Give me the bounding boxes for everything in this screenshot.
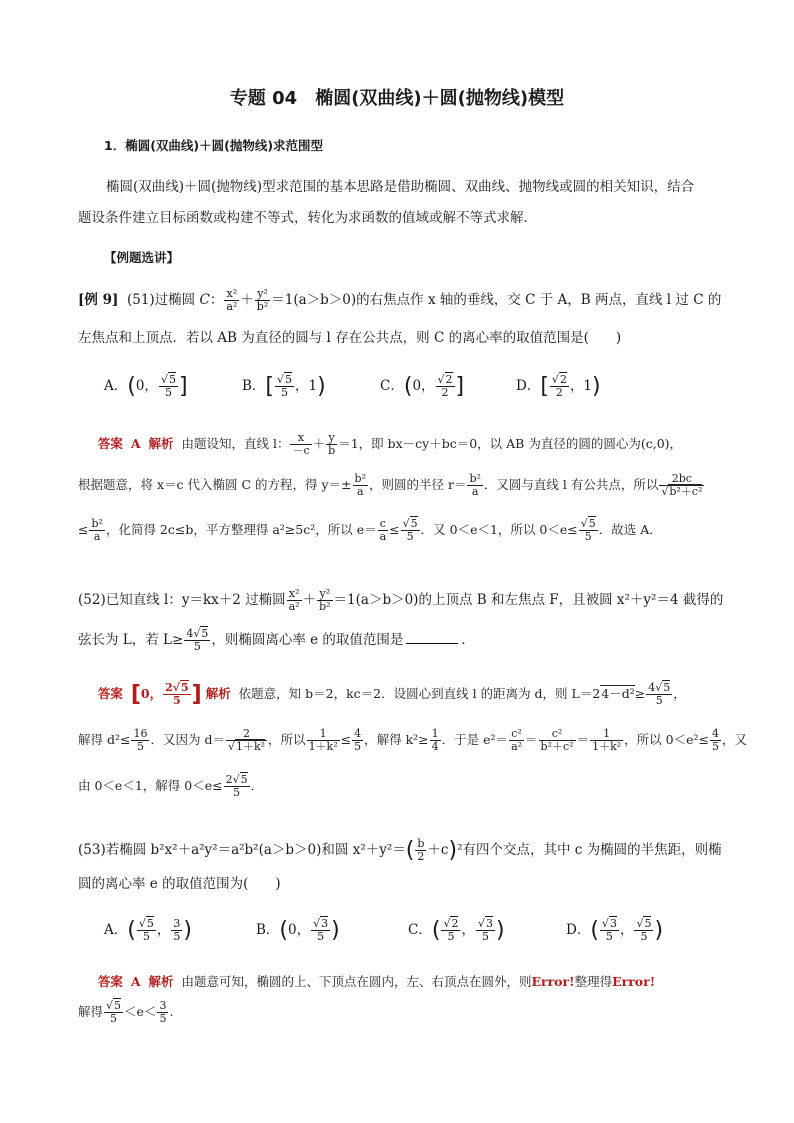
q52-answer-line-1: 答案 [0， $\frac{2√5}{5}$ ] 解析 依题意，知 b＝2，kc＝2．设圆心到直线 l 的距离为 d，则 L＝24－d²≥ $\frac{4√5}{5}$ ， <box>97 681 686 707</box>
q53-option-d[interactable]: D．( $\frac{√3}{5}$ ， $\frac{√5}{5}$ ) <box>566 917 664 943</box>
section-heading: 1．椭圆(双曲线)＋圆(抛物线)求范围型 <box>104 138 324 153</box>
q51-option-c[interactable]: C．(0， $\frac{√2}{2}$ ] <box>380 373 465 399</box>
q52-answer-line-3: 由 0＜e＜1，解得 0＜e≤ $\frac{2√5}{5}$ ． <box>78 773 264 799</box>
q53-option-a[interactable]: A．( $\frac{√5}{5}$ ， $\frac{3}{5}$ ) <box>104 917 192 943</box>
q53-answer-line-2: 解得 $\frac{√5}{5}$ ＜e＜ $\frac{3}{5}$ . <box>78 999 174 1025</box>
q51-option-a[interactable]: A．(0， $\frac{√5}{5}$ ] <box>104 373 188 399</box>
example-tag: [例 9] <box>78 292 119 308</box>
q51-option-b[interactable]: B．[ $\frac{√5}{5}$ ，1) <box>242 373 326 399</box>
q52-answer-line-2: 解得 d²≤ $\frac{16}{5}$ ．又因为 d＝ $\frac{2}{\text{√1＋k²}}$ ，所以 $\frac{1}{\text{1＋k²}}$ ≤ $\frac{4}{5}$ ，解得 k²≥ $\frac{1}{4}$ ．于是 e²＝ $\frac{\text{c²}}{\text{a²}}$ ＝ $\frac{\text{c²}}{\text{b²＋c²}}$ ＝ $\frac{1}{\text{1＋k²}}$ ，所以 0＜e²≤ $\frac{4}{5}$ ，又 <box>78 727 747 753</box>
intro-line-2: 题设条件建立目标函数或构建不等式，转化为求函数的值域或解不等式求解． <box>78 210 537 226</box>
error-text: Error! <box>531 974 575 989</box>
page-title: 专题 04 椭圆(双曲线)＋圆(抛物线)模型 <box>229 88 565 109</box>
intro-line-1: 椭圆(双曲线)＋圆(抛物线)型求范围的基本思路是借助椭圆、双曲线、抛物线或圆的相关知识，结合 <box>106 179 695 195</box>
q51-answer-line-2: 根据题意，将 x＝c 代入椭圆 C 的方程，得 y＝± $\frac{\text{b²}}{a}$ ，则圆的半径 r＝ $\frac{\text{b²}}{a}$ ．又圆与直线 l 有公共点，所以 $\frac{2bc}{\text{√b²＋c²}}$ <box>78 472 703 498</box>
q51-answer-line-3: ≤ $\frac{\text{b²}}{a}$ ，化简得 2c≤b，平方整理得 a²≥5c²，所以 e＝ $\frac{c}{a}$ ≤ $\frac{√5}{5}$ ．又 0＜e＜1，所以 0＜e≤ $\frac{√5}{5}$ ．故选 A． <box>78 517 662 543</box>
q53-line-2: 圆的离心率 e 的取值范围为( ) <box>78 876 281 892</box>
q52-line-2: 弦长为 L，若 L≥ $\frac{4√5}{5}$ ，则椭圆离心率 e 的取值范围是 ． <box>78 627 475 653</box>
q51-line-2: 左焦点和上顶点．若以 AB 为直径的圆与 l 存在公共点，则 C 的离心率的取值范围是( ) <box>78 330 622 346</box>
answer-blank[interactable] <box>406 643 458 644</box>
q53-line-1: (53)若椭圆 b²x²＋a²y²＝a²b²(a＞b＞0)和圆 x²＋y²＝( $\frac{b}{2}$ ＋c)²有四个交点，其中 c 为椭圆的半焦距，则椭 <box>78 837 722 863</box>
q51-line-1: [例 9] (51)过椭圆 C： $\frac{\text{x²}}{\text{a²}}$ ＋ $\frac{\text{y²}}{\text{b²}}$ ＝1(a＞b＞0)的右焦点作 x 轴的垂线，交 C 于 A，B 两点，直线 l 过 C 的 <box>78 287 722 313</box>
intro-paragraph <box>78 172 722 234</box>
examples-heading: 【例题选讲】 <box>104 250 180 265</box>
q53-answer-line-1: 答案 A 解析 由题意可知，椭圆的上、下顶点在圆内，左、右顶点在圆外，则Error!整理得Error! <box>97 974 656 989</box>
error-text: Error! <box>612 974 656 989</box>
q52-line-1: (52)已知直线 l：y＝kx＋2 过椭圆 $\frac{\text{x²}}{\text{a²}}$ ＋ $\frac{\text{y²}}{\text{b²}}$ ＝1(a＞b＞0)的上顶点 B 和左焦点 F，且被圆 x²＋y²＝4 截得的 <box>78 587 724 613</box>
q53-option-c[interactable]: C．( $\frac{√2}{5}$ ， $\frac{√3}{5}$ ) <box>408 917 505 943</box>
q51-option-d[interactable]: D．[ $\frac{√2}{2}$ ，1) <box>516 373 601 399</box>
q53-option-b[interactable]: B．(0， $\frac{√3}{5}$ ) <box>256 917 340 943</box>
q51-answer-line-1: 答案 A 解析 由题设知，直线 l： $\frac{x}{-c}$ ＋ $\frac{y}{b}$ ＝1，即 bx－cy＋bc＝0，以 AB 为直径的圆的圆心为(c,0)， <box>97 431 683 457</box>
